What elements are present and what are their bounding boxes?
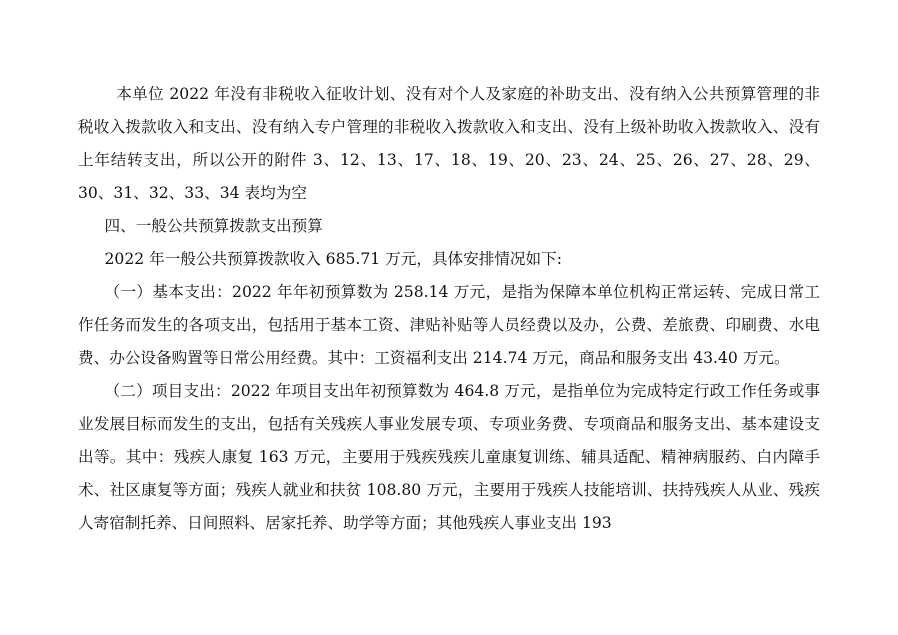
paragraph-project-expenditure: （二）项目支出：2022 年项目支出年初预算数为 464.8 万元，是指单位为完成特定行政工作任务或事业发展目标而发生的支出，包括有关残疾人事业发展专项、专项业务费、专项商品和服务支出、基本建设支出等。其中：残疾人康复 163 万元，主要用于残疾残疾儿童康复训练、辅具适配、精神病服药、白内障手术、社区康复等方面；残疾人就业和扶贫 108.80 万元，主要用于残疾人技能培训、扶持残疾人从业、残疾人寄宿制托养、日间照料、居家托养、助学等方面；其他残疾人事业支出 193	[78, 382, 820, 532]
paragraph-empty-tables-note: 本单位 2022 年没有非税收入征收计划、没有对个人及家庭的补助支出、没有纳入公共预算管理的非税收入拨款收入和支出、没有纳入专户管理的非税收入拨款收入和支出、没有上级补助收入拨款收入、没有上年结转支出，所以公开的附件 3、12、13、17、18、19、20、23、24、25、26、27、28、29、30、31、32、33、34 表均为空	[78, 85, 820, 202]
paragraph-basic-expenditure: （一）基本支出：2022 年年初预算数为 258.14 万元，是指为保障本单位机构正常运转、完成日常工作任务而发生的各项支出，包括用于基本工资、津贴补贴等人员经费以及办，公费、差旅费、印刷费、水电费、办公设备购置等日常公用经费。其中：工资福利支出 214.74 万元，商品和服务支出 43.40 万元。	[78, 283, 820, 367]
paragraph-budget-income: 2022 年一般公共预算拨款收入 685.71 万元，具体安排情况如下:	[104, 250, 562, 268]
section-heading-general-budget: 四、一般公共预算拨款支出预算	[104, 217, 323, 235]
document-body	[78, 78, 820, 540]
